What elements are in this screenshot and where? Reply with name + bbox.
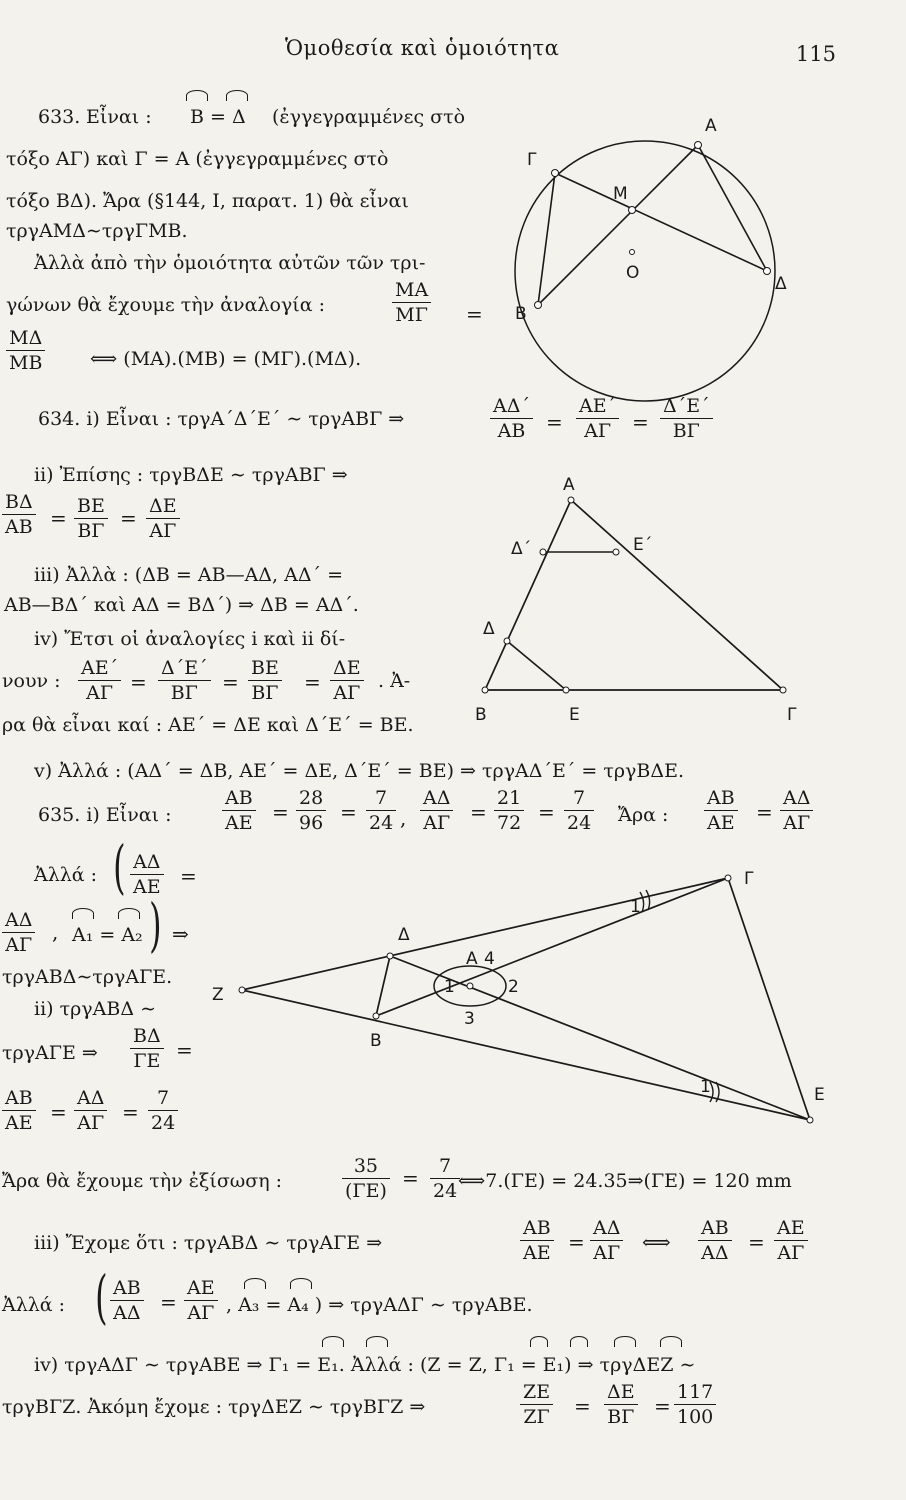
fraction: ΔΕ ΑΓ [146,494,180,543]
equals-sign: = [574,1394,591,1418]
page-number: 115 [795,42,836,66]
fraction: ΑΕ ΑΓ [774,1216,808,1265]
point [568,497,574,503]
p635-line10-b: , Α₃ = Α₄ ) ⇒ τργΑΔΓ ∼ τργΑΒΕ. [226,1294,533,1316]
open-paren: ( [95,1263,108,1331]
equals-sign: = [748,1230,765,1254]
point [695,142,702,149]
arc-mark [290,1278,312,1289]
fraction: ΑΒ ΑΕ [2,1086,36,1135]
label-o: O [626,263,640,283]
arc-mark [322,1336,344,1347]
p633-line6: γώνων θὰ ἔχουμε τὴν ἀναλογία : [6,294,325,316]
fraction: 7 24 [366,786,396,835]
p634-line1: 634. i) Εἶναι : τργΑ΄Δ΄Ε΄ ∼ τργΑΒΓ ⇒ [38,408,405,430]
point [239,987,245,993]
point [725,875,731,881]
p634-line5: iv) Ἔτσι οἱ ἀναλογίες i καὶ ii δί- [34,628,346,650]
label-gamma: Γ [527,150,537,170]
fraction: ΑΔ ΑΓ [74,1086,107,1135]
equals-sign: = [160,1290,177,1314]
point [613,549,619,555]
arc-mark [570,1336,588,1347]
p633-line7: ⟺ (ΜΑ).(ΜΒ) = (ΜΓ).(ΜΔ). [90,348,362,370]
fraction: ΑΔ ΑΕ [130,850,164,899]
equals-sign: = [120,506,137,530]
fraction: ΑΕ ΑΓ [184,1276,218,1325]
label-b: B [475,705,487,725]
chord-a-delta [698,145,767,271]
fraction: ΑΕ΄ ΑΓ [78,656,121,705]
point [807,1117,813,1123]
angle-mark [646,890,650,910]
p634-line6-b: . Ἀ- [378,670,411,692]
equals-sign: = [50,1100,67,1124]
p635-line2-a: Ἀλλά : [34,864,98,886]
equals-sign: = [180,864,197,888]
p635-line3-b: Α₁ = Α₂ [72,924,143,946]
p633-line1-b: B = Δ [190,106,246,128]
p634-line8: v) Ἀλλά : (ΑΔ΄ = ΔΒ, ΑΕ΄ = ΔΕ, Δ΄Ε΄ = ΒΕ) ⇒ τργΑΔ΄Ε΄ = τργΒΔΕ. [34,760,684,782]
fraction: 7 24 [148,1086,178,1135]
equals-sign: = [304,670,321,694]
fraction: 28 96 [296,786,326,835]
fraction: 7 24 [564,786,594,835]
figure-635-triangles [200,860,840,1130]
p633-line1-c: (ἐγγεγραμμένες στὸ [272,106,466,128]
fraction: ΒΔ ΓΕ [130,1024,164,1073]
point [552,170,559,177]
arc-mark [72,908,94,919]
p635-line4: τργΑΒΔ∼τργΑΓΕ. [2,966,173,988]
p634-line4: ΑΒ—ΒΔ΄ καὶ ΑΔ = ΒΔ΄) ⇒ ΔΒ = ΑΔ΄. [4,594,359,616]
equals-sign: = [466,302,483,326]
open-paren: ( [113,833,126,901]
fraction: ΑΒ ΑΔ [698,1216,732,1265]
label-d: Δ [398,925,410,945]
fraction: ΔΕ ΒΓ [604,1380,638,1429]
equals-sign: = [632,410,649,434]
fraction: Δ΄Ε΄ ΒΓ [660,394,713,443]
p635-line8-b: ⟺7.(ΓΕ) = 24.35⇒(ΓΕ) = 120 mm [458,1170,792,1192]
label-d-prime: Δ΄ [511,539,532,559]
equals-sign: = [130,670,147,694]
page-header-title: Ὁμοθεσία καὶ ὁμοιότητα [285,36,560,60]
p634-line2: ii) Ἐπίσης : τργΒΔΕ ∼ τργΑΒΓ ⇒ [34,464,348,486]
equals-sign: = [122,1100,139,1124]
label-e: E [814,1085,825,1105]
fraction: ΑΒ ΑΔ [110,1276,144,1325]
p634-line7: ρα θὰ εἶναι καί : ΑΕ΄ = ΔΕ καὶ Δ΄Ε΄ = ΒΕ. [2,714,414,736]
point [563,687,569,693]
point [467,983,473,989]
p633-line1-a: Εἶναι : [86,106,152,128]
fraction: ΑΒ ΑΕ [704,786,738,835]
arc-mark [244,1278,266,1289]
point [482,687,488,693]
p635-line6: τργΑΓΕ ⇒ [2,1042,98,1064]
point [387,953,393,959]
chord-a-b [538,145,698,305]
equals-sign: = [756,800,773,824]
equals-sign: = [176,1038,193,1062]
figure-634-triangle [465,470,825,725]
label-gamma: Γ [744,869,754,889]
fraction: ΑΔ΄ ΑΒ [490,394,533,443]
equals-sign: = [222,670,239,694]
label-a: A [466,949,478,969]
fraction: 21 72 [494,786,524,835]
line-gamma-e [728,878,810,1120]
fraction: ΑΔ ΑΓ [2,908,35,957]
point [373,1013,379,1019]
p633-line5: Ἀλλὰ ἀπὸ τὴν ὁμοιότητα αὐτῶν τῶν τρι- [34,252,426,274]
equals-sign: = [402,1166,419,1190]
arc-mark [226,90,248,101]
iff-arrow: ⟺ [642,1230,671,1254]
equals-sign: = [340,800,357,824]
label-e-prime: Ε΄ [633,535,653,555]
p635-line12-a: τργΒΓΖ. Ἀκόμη ἔχομε : τργΔΕΖ ∼ τργΒΓΖ ⇒ [2,1396,426,1418]
p635-line1-b: Ἄρα : [618,804,669,826]
p633-line3: τόξο ΒΔ). Ἄρα (§144, Ι, παρατ. 1) θὰ εἶναι [6,190,409,212]
label-delta: Δ [775,274,787,294]
label-angle-4: 4 [484,949,495,969]
equals-sign: = [470,800,487,824]
point [764,268,771,275]
equals-sign: = [568,1230,585,1254]
label-a: A [705,116,717,136]
label-b: B [515,304,527,324]
fraction: ΑΔ ΑΓ [590,1216,623,1265]
arc-mark [118,908,140,919]
equals-sign: = [272,800,289,824]
comma: , [400,806,407,830]
triangle-abg [485,500,783,690]
fraction: ΑΒ ΑΕ [222,786,256,835]
label-angle-3: 3 [464,1009,475,1029]
equals-sign: = [546,410,563,434]
arc-mark [530,1336,548,1347]
p635-line1-a: 635. i) Εἶναι : [38,804,172,826]
p635-line11: iv) τργΑΔΓ ∼ τργΑΒΕ ⇒ Γ₁ = Ε₁. Ἀλλά : (Ζ = Ζ, Γ₁ = Ε₁) ⇒ τργΔΕΖ ∼ [34,1354,696,1376]
fraction: ΑΔ ΑΓ [780,786,813,835]
arc-mark [660,1336,682,1347]
line-d-b [376,956,390,1016]
arc-mark [366,1336,388,1347]
close-paren: ) [149,891,162,959]
p634-line6-a: νουν : [2,670,61,692]
fraction: ΒΔ ΑΒ [2,490,36,539]
fraction: Δ΄Ε΄ ΒΓ [158,656,211,705]
label-gamma1: 1 [630,897,641,917]
label-a: A [563,475,575,495]
fraction: ΒΕ ΒΓ [248,656,282,705]
label-angle-2: 2 [508,977,519,997]
fraction: 7 24 [430,1154,460,1203]
label-d: Δ [483,619,495,639]
point [780,687,786,693]
label-z: Z [212,985,224,1005]
label-angle-1: 1 [444,977,455,997]
arc-mark [614,1336,636,1347]
fraction: 117 100 [674,1380,716,1429]
arc-mark [186,90,208,101]
label-e: E [569,705,580,725]
label-b: B [370,1031,382,1051]
point [535,302,542,309]
segment-d-e [507,641,566,690]
comma: , [52,920,59,944]
p635-line10-a: Ἀλλά : [2,1294,66,1316]
fraction: ΒΕ ΒΓ [74,494,108,543]
p635-line5: ii) τργΑΒΔ ∼ [34,998,157,1020]
implies-arrow: ⇒ [172,922,189,946]
equals-sign: = [538,800,555,824]
p634-line3: iii) Ἀλλὰ : (ΔΒ = ΑΒ—ΑΔ, ΑΔ΄ = [34,564,344,586]
figure-633-circle [505,95,805,395]
p633-line4: τργΑΜΔ∼τργΓΜΒ. [6,220,188,242]
equals-sign: = [654,1394,671,1418]
point [504,638,510,644]
p635-line8-a: Ἄρα θὰ ἔχουμε τὴν ἐξίσωση : [2,1170,283,1192]
fraction: ΑΔ ΑΓ [420,786,453,835]
fraction: ΖΕ ΖΓ [520,1380,553,1429]
fraction: ΑΕ΄ ΑΓ [576,394,619,443]
center-point [630,250,635,255]
fraction: ΑΒ ΑΕ [520,1216,554,1265]
equals-sign: = [50,506,67,530]
fraction: 35 (ΓΕ) [342,1154,390,1203]
p635-line9-a: iii) Ἔχομε ὅτι : τργΑΒΔ ∼ τργΑΓΕ ⇒ [34,1232,383,1254]
fraction: ΜΑ ΜΓ [392,278,431,327]
point [629,207,636,214]
problem-633-number: 633. [38,106,81,128]
point [540,549,546,555]
p633-line2: τόξο ΑΓ) καὶ Γ = Α (ἐγγεγραμμένες στὸ [6,148,389,170]
label-gamma: Γ [787,705,797,725]
label-m: M [613,184,628,204]
label-e1: 1 [700,1077,711,1097]
fraction: ΔΕ ΑΓ [330,656,364,705]
fraction: ΜΔ ΜΒ [6,326,45,375]
